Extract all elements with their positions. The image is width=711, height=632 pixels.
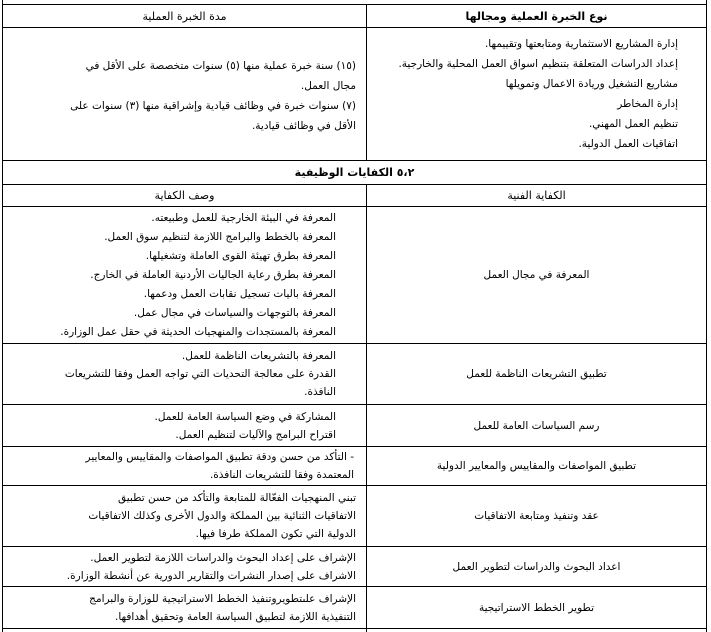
- experience-type-line: اتفاقيات العمل الدولية.: [578, 138, 678, 150]
- description-line: اقتراح البرامج والآليات لتنظيم العمل.: [175, 428, 336, 441]
- competency-cell: [367, 486, 706, 546]
- description-cell: [3, 547, 366, 586]
- competency-label: اعداد البحوث والدراسات لتطوير العمل: [452, 560, 621, 573]
- experience-duration-cell: [3, 28, 366, 160]
- description-line: القدرة على معالجة التحديات التي تواجه العمل وفقا للتشريعات: [64, 368, 336, 380]
- description-line: المعرفة بالمستجدات والمنهجيات الحديثة في حقل عمل الوزارة.: [60, 325, 336, 338]
- description-cell: [3, 486, 366, 546]
- description-line: المعرفة بالتشريعات الناظمة للعمل.: [181, 350, 336, 362]
- description-cell: [3, 207, 366, 343]
- header-experience-duration: مدة الخبرة العملية: [142, 9, 227, 23]
- rule: [2, 628, 707, 629]
- header-description: وصف الكفاية: [154, 189, 215, 202]
- experience-type-line: مشاريع التشغيل وريادة الاعمال وتمويلها: [505, 78, 678, 90]
- experience-duration-line: الأقل في وظائف قيادية.: [251, 120, 356, 132]
- experience-duration-line: مجال العمل.: [300, 80, 356, 92]
- experience-duration-line: (٧) سنوات خبرة في وظائف قيادية وإشراقية منها (٣) سنوات على: [70, 100, 356, 112]
- competency-label: تطبيق المواصفات والمقاييس والمعايير الدولية: [436, 460, 637, 472]
- description-line: الاشراف على إصدار النشرات والتقارير الدورية عن أنشطة الوزارة.: [66, 569, 356, 582]
- competency-cell: [367, 405, 706, 446]
- experience-type-line: تنظيم العمل المهني.: [588, 118, 678, 130]
- description-cell: [3, 405, 366, 446]
- description-line: - التأكد من حسن ودقة تطبيق المواصفات والمقاييس والمعايير: [85, 451, 354, 463]
- description-line: المعرفة باليات تسجيل نقابات العمل ودعمها.: [143, 287, 336, 300]
- competency-label: تطوير الخطط الاستراتيجية: [478, 601, 595, 614]
- description-line: المعتمدة وفقا للتشريعات النافذة.: [209, 469, 354, 481]
- competency-label: المعرفة في مجال العمل: [483, 269, 590, 281]
- competency-label: عقد وتنفيذ ومتابعة الاتفاقيات: [474, 510, 599, 522]
- competency-label: تطبيق التشريعات الناظمة للعمل: [466, 368, 607, 380]
- section-title: ٥،٢ الكفايات الوظيفية: [294, 166, 415, 179]
- description-cell: [3, 447, 366, 485]
- description-line: المعرفة بالخطط والبرامج اللازمة لتنظيم سوق العمل.: [104, 230, 336, 243]
- header-experience-type: نوع الخبرة العملية ومجالها: [465, 9, 608, 23]
- description-line: المعرفة بطرق رعاية الجاليات الأردنية العاملة في الخارج.: [90, 268, 336, 281]
- header-competency: الكفاية الفنية: [507, 189, 566, 202]
- description-cell: [3, 587, 366, 628]
- competency-cell: [367, 547, 706, 586]
- experience-type-line: إدارة المشاريع الاستثمارية ومتابعتها وتقييمها.: [484, 38, 678, 50]
- description-line: المعرفة بطرق تهيئة القوى العاملة وتشغيلها.: [145, 249, 336, 262]
- experience-duration-line: (١٥) سنة خبرة عملية منها (٥) سنوات متخصصة على الأقل في: [85, 60, 356, 72]
- experience-type-line: إعداد الدراسات المتعلقة بتنظيم اسواق العمل المحلية والخارجية.: [398, 58, 678, 70]
- description-line: الدولية التي تكون المملكة طرفا فيها.: [195, 528, 356, 540]
- description-line: الاتفاقيات الثنائية بين المملكة والدول الأخرى وكذلك الاتفاقيات: [88, 510, 356, 522]
- description-line: التنفيذية اللازمة لتطبيق السياسة العامة وتحقيق أهدافها.: [114, 610, 356, 623]
- description-line: تبني المنهجيات الفعّالة للمتابعة والتأكد من حسن تطبيق: [117, 492, 356, 504]
- competency-label: رسم السياسات العامة للعمل: [473, 419, 600, 432]
- competency-cell: [367, 447, 706, 485]
- experience-type-line: إدارة المخاطر: [617, 98, 678, 110]
- description-line: الإشراف على إعداد البحوث والدراسات اللازمة لتطوير العمل.: [90, 551, 356, 564]
- description-line: الإشراف علىتطويروتنفيذ الخطط الاستراتيجية للوزارة والبرامج: [89, 592, 356, 605]
- description-line: المعرفة بالتوجهات والسياسات في مجال عمل.: [133, 306, 336, 319]
- competency-cell: [367, 344, 706, 404]
- description-line: المعرفة في البيئة الخارجية للعمل وطبيعته.: [151, 211, 336, 224]
- competency-cell: [367, 587, 706, 628]
- competency-cell: [367, 207, 706, 343]
- experience-type-cell: [367, 28, 706, 160]
- description-line: المشاركة في وضع السياسة العامة للعمل.: [154, 410, 336, 423]
- description-line: النافذة.: [304, 386, 336, 398]
- description-cell: [3, 344, 366, 404]
